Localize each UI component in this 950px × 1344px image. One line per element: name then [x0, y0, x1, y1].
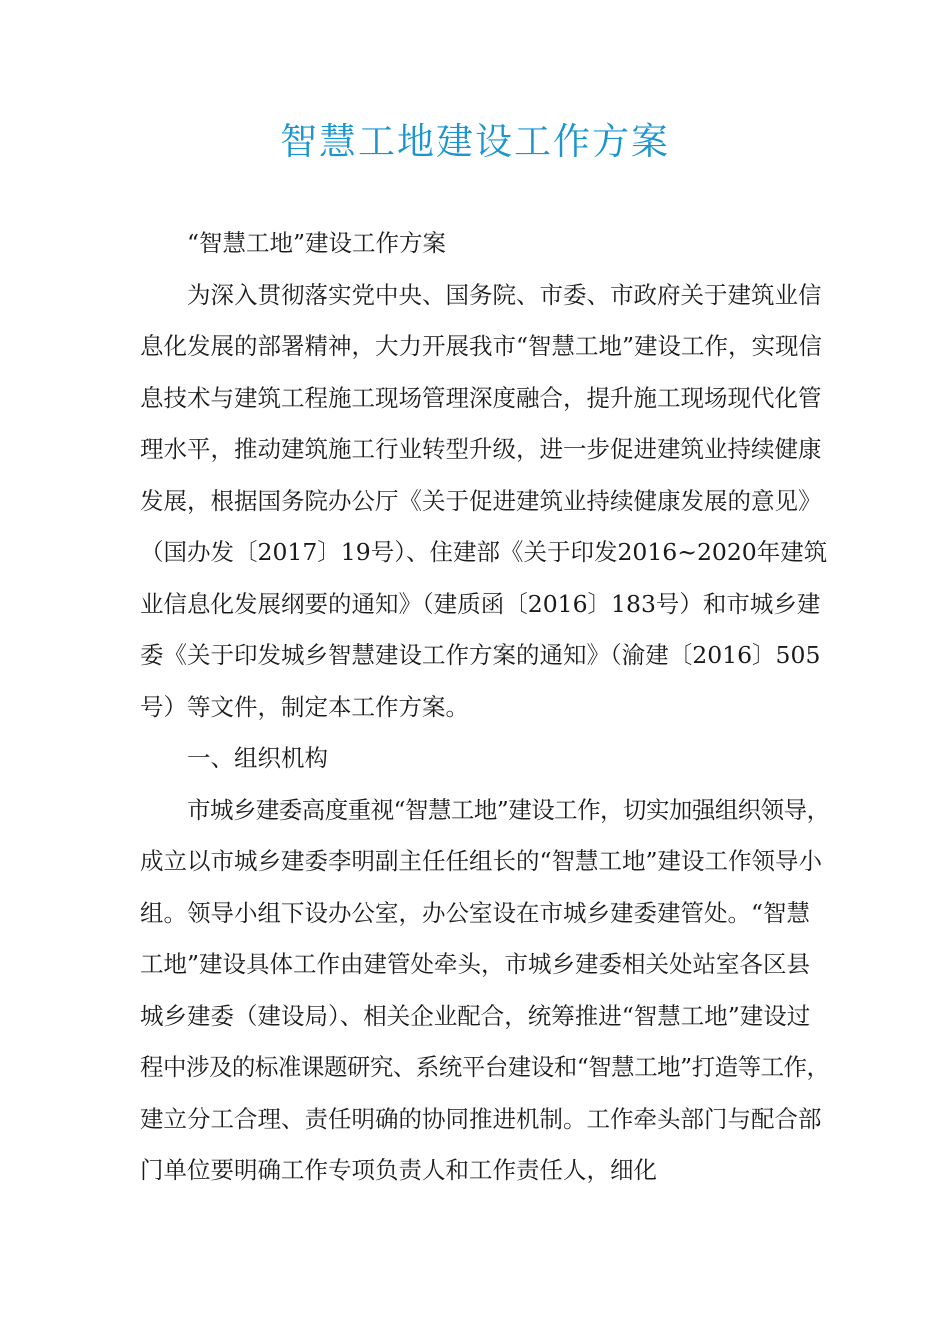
paragraph-line: 委《关于印发城乡智慧建设工作方案的通知》（渝建〔2016〕505	[140, 641, 821, 669]
paragraph-line: 号）等文件，制定本工作方案。	[140, 692, 469, 721]
paragraph-line: 组。领导小组下设办公室，办公室设在市城乡建委建管处。“智慧	[140, 898, 811, 927]
paragraph-line: 为深入贯彻落实党中央、国务院、市委、市政府关于建筑业信	[187, 280, 822, 309]
paragraph-line: 成立以市城乡建委李明副主任任组长的“智慧工地”建设工作领导小	[140, 847, 823, 875]
paragraph-line: 发展，根据国务院办公厅《关于促进建筑业持续健康发展的意见》	[140, 486, 822, 515]
paragraph-line: 理水平，推动建筑施工行业转型升级，进一步促进建筑业持续健康	[140, 435, 822, 463]
paragraph-line: 门单位要明确工作专项负责人和工作责任人，细化	[140, 1156, 657, 1184]
section-heading: 一、组织机构	[187, 744, 328, 772]
paragraph-line: 程中涉及的标准课题研究、系统平台建设和“智慧工地”打造等工作，	[140, 1053, 830, 1081]
paragraph-line: （国办发〔2017〕19号）、住建部《关于印发2016~2020年建筑	[140, 538, 828, 566]
paragraph-line: 城乡建委（建设局）、相关企业配合，统筹推进“智慧工地”建设过	[140, 1001, 811, 1030]
paragraph-line: 工地”建设具体工作由建管处牵头，市城乡建委相关处站室各区县	[140, 950, 811, 978]
document-body	[140, 218, 830, 1197]
paragraph-line: 建立分工合理、责任明确的协同推进机制。工作牵头部门与配合部	[140, 1104, 822, 1133]
paragraph-line: 业信息化发展纲要的通知》（建质函〔2016〕183号）和市城乡建	[140, 589, 821, 618]
paragraph-line: 市城乡建委高度重视“智慧工地”建设工作，切实加强组织领导，	[187, 795, 830, 824]
paragraph-line: 息化发展的部署精神，大力开展我市“智慧工地”建设工作，实现信	[140, 332, 823, 360]
paragraph-line: “智慧工地”建设工作方案	[187, 229, 447, 257]
document-title: 智慧工地建设工作方案	[280, 120, 670, 163]
paragraph-line: 息技术与建筑工程施工现场管理深度融合，提升施工现场现代化管	[140, 383, 822, 412]
